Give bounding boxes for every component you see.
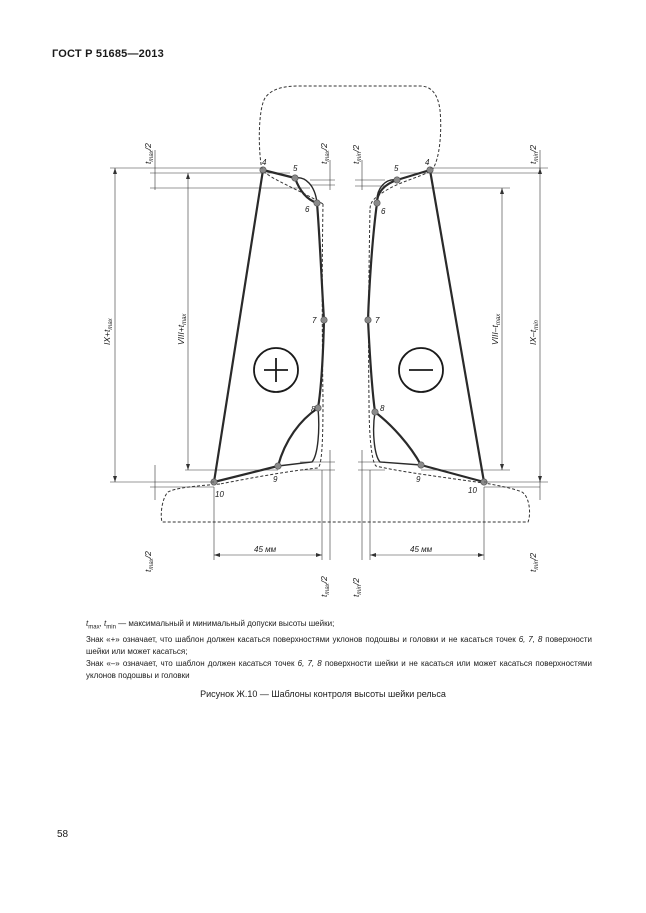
plus-label-10: 10 bbox=[215, 490, 224, 499]
tol-top-right: $t_{min}/2$ bbox=[528, 144, 540, 164]
page-number: 58 bbox=[57, 829, 69, 840]
plus-label-9: 9 bbox=[273, 475, 278, 484]
plus-point-7 bbox=[321, 317, 327, 323]
tol-bottom-right: $t_{min}/2$ bbox=[528, 552, 540, 572]
plus-label-4: 4 bbox=[262, 158, 267, 167]
dim-ix-plus: $IX+t_{max}$ bbox=[102, 318, 114, 345]
figure-caption: Рисунок Ж.10 — Шаблоны контроля высоты шейки рельса bbox=[200, 689, 446, 699]
tol-top-center-right: $t_{min}/2$ bbox=[351, 144, 363, 164]
tol-top-left: $t_{max}/2$ bbox=[143, 143, 155, 164]
plus-point-6 bbox=[314, 200, 320, 206]
note-plus-sign: Знак «+» означает, что шаблон должен касаться поверхностями уклонов подошвы и головки и не касаться точек 6, 7, 8 поверхности шейки или может касаться; bbox=[86, 634, 592, 656]
rail-web-right-outline bbox=[369, 210, 490, 484]
minus-point-9 bbox=[418, 462, 424, 468]
minus-label-4: 4 bbox=[425, 158, 430, 167]
dim-viii-minus: VIII–$t_{max}$ bbox=[490, 313, 502, 345]
template-minus-foot-curve bbox=[374, 412, 421, 465]
dim-viii-plus: $VIII+t_{max}$ bbox=[176, 313, 188, 345]
figure-notes bbox=[86, 618, 592, 682]
minus-label-5: 5 bbox=[394, 164, 399, 173]
document-header: ГОСТ Р 51685—2013 bbox=[52, 48, 164, 60]
tol-bottom-center-right: $t_{min}/2$ bbox=[351, 577, 363, 597]
minus-point-6 bbox=[374, 200, 380, 206]
rail-outline bbox=[161, 86, 529, 522]
dim-ix-minus: $IX-t_{min}$ bbox=[528, 320, 540, 345]
minus-label-9: 9 bbox=[416, 475, 421, 484]
template-plus bbox=[214, 170, 324, 482]
minus-label-8: 8 bbox=[380, 404, 385, 413]
minus-point-8 bbox=[372, 409, 378, 415]
minus-sign bbox=[399, 348, 443, 392]
plus-label-7: 7 bbox=[312, 316, 317, 325]
plus-label-5: 5 bbox=[293, 164, 298, 173]
note-minus-sign: Знак «–» означает, что шаблон должен касаться точек 6, 7, 8 поверхности шейки и не касаться или может касаться поверхностями уклонов подошвы и головки bbox=[86, 658, 592, 680]
rail-head-outline bbox=[259, 86, 440, 210]
note-tolerance-definition: $t_{max}$, $t_{min}$ — максимальный и минимальный допуски высоты шейки; bbox=[86, 619, 335, 631]
template-plus-foot-curve bbox=[278, 408, 319, 466]
minus-label-7: 7 bbox=[375, 316, 380, 325]
plus-point-5 bbox=[292, 175, 298, 181]
width-label-right: 45 мм bbox=[410, 545, 433, 554]
plus-label-6: 6 bbox=[305, 205, 310, 214]
plus-point-8 bbox=[315, 405, 321, 411]
plus-label-8: 8 bbox=[311, 405, 316, 414]
plus-point-9 bbox=[275, 463, 281, 469]
tol-top-center-left: $t_{max}/2$ bbox=[319, 143, 331, 164]
tol-bottom-left: $t_{max}/2$ bbox=[143, 551, 155, 572]
plus-sign bbox=[254, 348, 298, 392]
minus-point-7 bbox=[365, 317, 371, 323]
minus-point-5 bbox=[394, 177, 400, 183]
tol-bottom-center-left: $t_{max}/2$ bbox=[319, 576, 331, 597]
template-minus bbox=[368, 170, 484, 482]
minus-label-10: 10 bbox=[468, 486, 477, 495]
width-label-left: 45 мм bbox=[254, 545, 277, 554]
minus-label-6: 6 bbox=[381, 207, 386, 216]
